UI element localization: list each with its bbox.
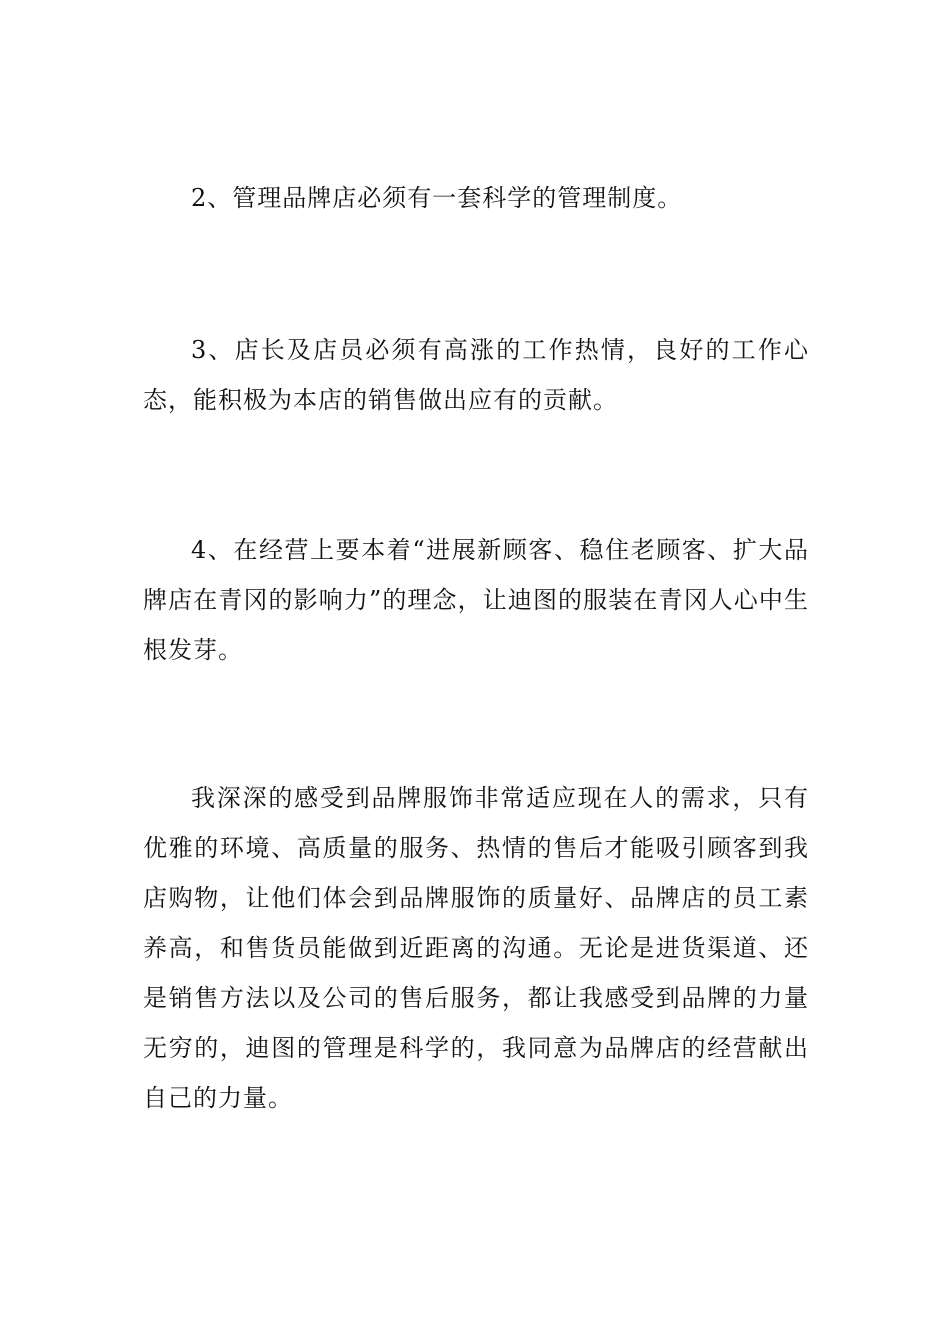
paragraph-management-system: 2、管理品牌店必须有一套科学的管理制度。 [191,184,683,212]
paragraph-staff-enthusiasm: 3、店长及店员必须有高涨的工作热情，良好的工作心态，能积极为本店的销售做出应有的贡献。 [143,336,809,414]
paragraph-business-philosophy: 4、在经营上要本着“进展新顾客、稳住老顾客、扩大品牌店在青冈的影响力”的理念，让迪图的服装在青冈人心中生根发芽。 [143,536,809,664]
paragraph-reflection: 我深深的感受到品牌服饰非常适应现在人的需求，只有优雅的环境、高质量的服务、热情的售后才能吸引顾客到我店购物，让他们体会到品牌服饰的质量好、品牌店的员工素养高，和售货员能做到近距离的沟通。无论是进货渠道、还是销售方法以及公司的售后服务，都让我感受到品牌的力量无穷的，迪图的管理是科学的，我同意为品牌店的经营献出自己的力量。 [143,784,809,1112]
